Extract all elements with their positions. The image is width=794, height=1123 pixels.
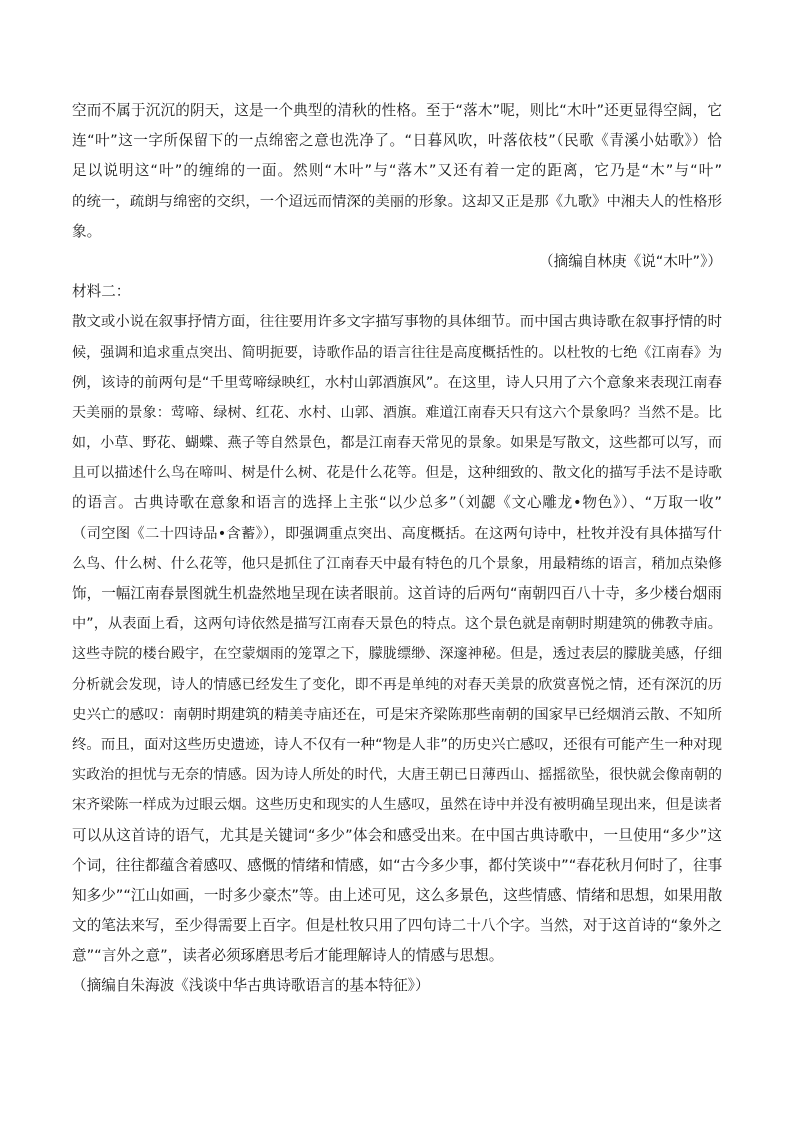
paragraph-line: 候，强调和追求重点突出、简明扼要，诗歌作品的语言往往是高度概括性的。以杜牧的七绝《江南春》为 (72, 344, 722, 361)
paragraph-line: 饰，一幅江南春景图就生机盎然地呈现在读者眼前。这首诗的后两句“南朝四百八十寺，多少楼台烟雨 (72, 585, 722, 602)
paragraph-line: 如，小草、野花、蝴蝶、燕子等自然景色，都是江南春天常见的景象。如果是写散文，这些都可以写，而 (72, 435, 722, 452)
paragraph-line: 的语言。古典诗歌在意象和语言的选择上主张“以少总多”（刘勰《文心雕龙•物色》）、“万取一收” (72, 494, 722, 512)
paragraph-line: 宋齐梁陈一样成为过眼云烟。这些历史和现实的人生感叹，虽然在诗中并没有被明确呈现出来，但是读者 (72, 797, 722, 814)
paragraph-line: 空而不属于沉沉的阴天，这是一个典型的清秋的性格。至于“落木”呢，则比“木叶”还更显得空阔，它 (72, 102, 722, 119)
paragraph-line: 意”“言外之意”，读者必须琢磨思考后才能理解诗人的情感与思想。 (72, 947, 504, 965)
paragraph-line: 个词，往往都蕴含着感叹、感慨的情绪和情感，如“古今多少事，都付笑谈中”“春花秋月何时了，往事 (72, 856, 723, 874)
paragraph-line: 么鸟、什么树、什么花等，他只是抓住了江南春天中最有特色的几个景象，用最精练的语言，稍加点染修 (72, 555, 722, 572)
source-citation: （摘编自林庚《说“木叶”》） (539, 252, 722, 270)
paragraph-line: 且可以描述什么鸟在啼叫、树是什么树、花是什么花等。但是，这种细致的、散文化的描写手法不是诗歌 (72, 465, 722, 482)
paragraph-line: 可以从这首诗的语气，尤其是关键词“多少”体会和感受出来。在中国古典诗歌中，一旦使用“多少”这 (72, 826, 722, 844)
paragraph-line: 足以说明这“叶”的缠绵的一面。然则“木叶”与“落木”又还有着一定的距离，它乃是“木”与“叶” (72, 162, 722, 180)
paragraph-line: 终。而且，面对这些历史遗迹，诗人不仅有一种“物是人非”的历史兴亡感叹，还很有可能产生一种对现 (72, 736, 722, 753)
paragraph-line: 中”，从表面上看，这两句诗依然是描写江南春天景色的特点。这个景色就是南朝时期建筑的佛教寺庙。 (72, 616, 722, 633)
paragraph-line: 分析就会发现，诗人的情感已经发生了变化，即不再是单纯的对春天美景的欣赏喜悦之情，还有深沉的历 (72, 676, 722, 693)
paragraph-line: 知多少”“江山如画，一时多少豪杰”等。由上述可见，这么多景色，这些情感、情绪和思想，如果用散 (72, 886, 723, 904)
material-one-excerpt (72, 96, 722, 277)
paragraph-line: 实政治的担忧与无奈的情感。因为诗人所处的时代，大唐王朝已日薄西山、摇摇欲坠，很快就会像南朝的 (72, 767, 722, 784)
section-label: 材料二： (72, 283, 131, 301)
paragraph-line: 象。 (72, 222, 102, 240)
paragraph-line: 史兴亡的感叹：南朝时期建筑的精美寺庙还在，可是宋齐梁陈那些南朝的国家早已经烟消云散、不知所 (72, 706, 722, 723)
paragraph-line: 连“叶”这一字所保留下的一点绵密之意也洗净了。“日暮风吹，叶落依枝”（民歌《青溪小姑歌》）恰 (72, 132, 722, 150)
document-page (72, 96, 722, 1002)
paragraph-line: 例，该诗的前两句是“千里莺啼绿映红，水村山郭酒旗风”。在这里，诗人只用了六个意象来表现江南春 (72, 374, 722, 391)
paragraph-line: （司空图《二十四诗品•含蓄》），即强调重点突出、高度概括。在这两句诗中，杜牧并没有具体描写什 (72, 525, 722, 542)
material-two (72, 277, 722, 1002)
paragraph-line: 文的笔法来写，至少得需要上百字。但是杜牧只用了四句诗二十八个字。当然，对于这首诗的“象外之 (72, 917, 722, 935)
paragraph-line: 天美丽的景象：莺啼、绿树、红花、水村、山郭、酒旗。难道江南春天只有这六个景象吗？当然不是。比 (72, 404, 722, 421)
paragraph-line: 这些寺院的楼台殿宇，在空蒙烟雨的笼罩之下，朦胧缥缈、深邃神秘。但是，透过表层的朦胧美感，仔细 (72, 646, 722, 663)
paragraph-line: 的统一，疏朗与绵密的交织，一个迢远而情深的美丽的形象。这却又正是那《九歌》中湘夫人的性格形 (72, 193, 722, 210)
paragraph-line: 散文或小说在叙事抒情方面，往往要用许多文字描写事物的具体细节。而中国古典诗歌在叙事抒情的时 (72, 314, 722, 331)
source-citation: （摘编自朱海波《浅谈中华古典诗歌语言的基本特征》） (72, 977, 430, 995)
